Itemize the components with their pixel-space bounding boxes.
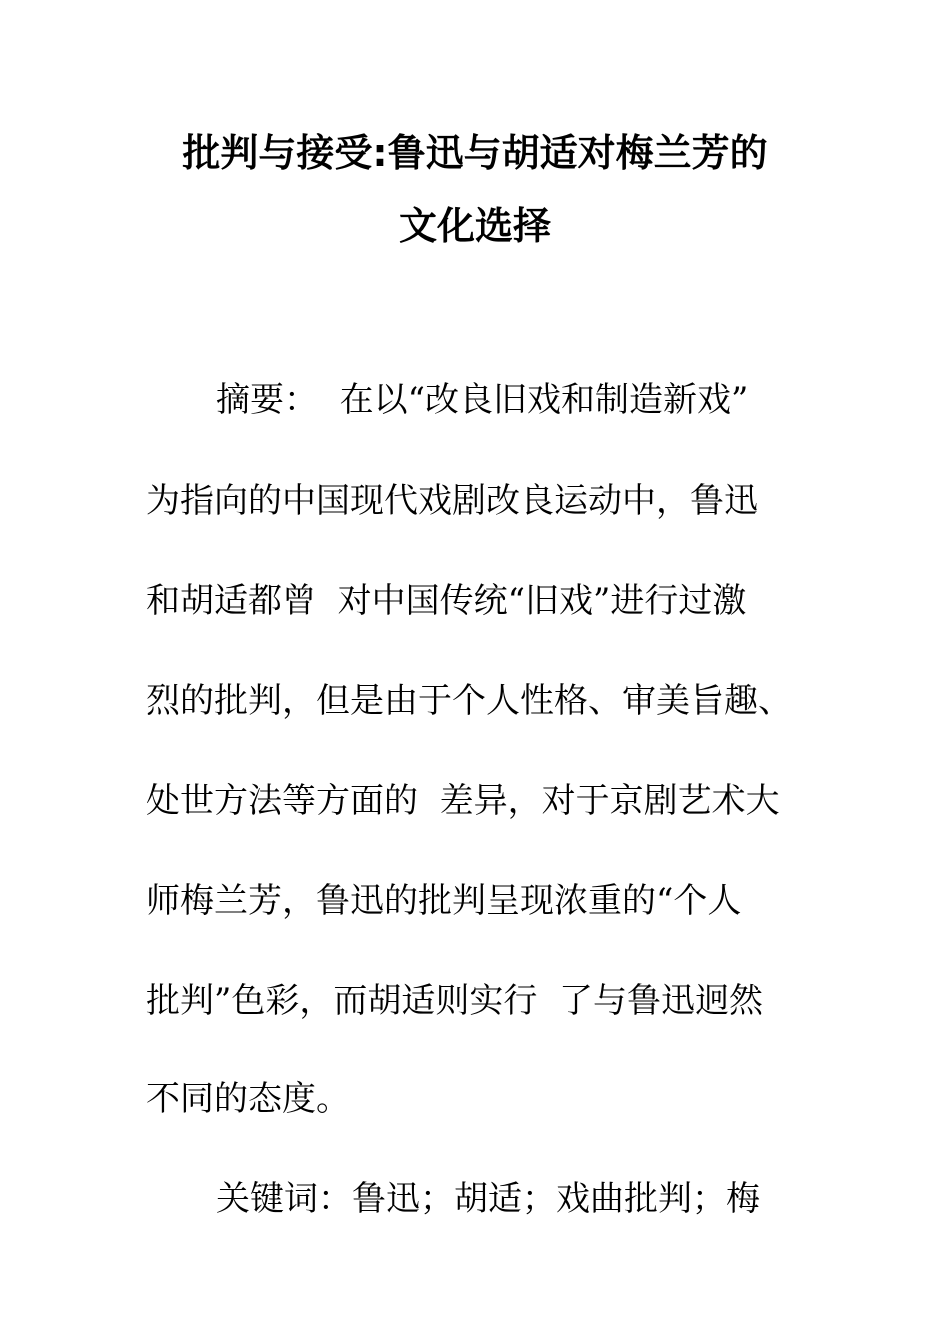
abstract-line-8: 不同的态度。 — [146, 1079, 350, 1119]
keywords-line: 关键词：鲁迅；胡适；戏曲批判；梅 — [216, 1179, 760, 1219]
abstract-line-7: 批判”色彩，而胡适则实行 了与鲁迅迥然 — [146, 981, 763, 1021]
abstract-line-2: 为指向的中国现代戏剧改良运动中，鲁迅 — [146, 481, 758, 521]
document-title-line-1: 批判与接受:鲁迅与胡适对梅兰芳的 — [182, 131, 768, 175]
abstract-line-5: 处世方法等方面的 差异，对于京剧艺术大 — [146, 781, 780, 821]
abstract-line-3: 和胡适都曾 对中国传统“旧戏”进行过激 — [146, 581, 747, 621]
abstract-line-6: 师梅兰芳，鲁迅的批判呈现浓重的“个人 — [146, 881, 742, 921]
document-title-line-2: 文化选择 — [398, 204, 551, 248]
abstract-line-1: 摘要： 在以“改良旧戏和制造新戏” — [216, 380, 749, 420]
abstract-line-4: 烈的批判，但是由于个人性格、审美旨趣、 — [146, 681, 792, 721]
